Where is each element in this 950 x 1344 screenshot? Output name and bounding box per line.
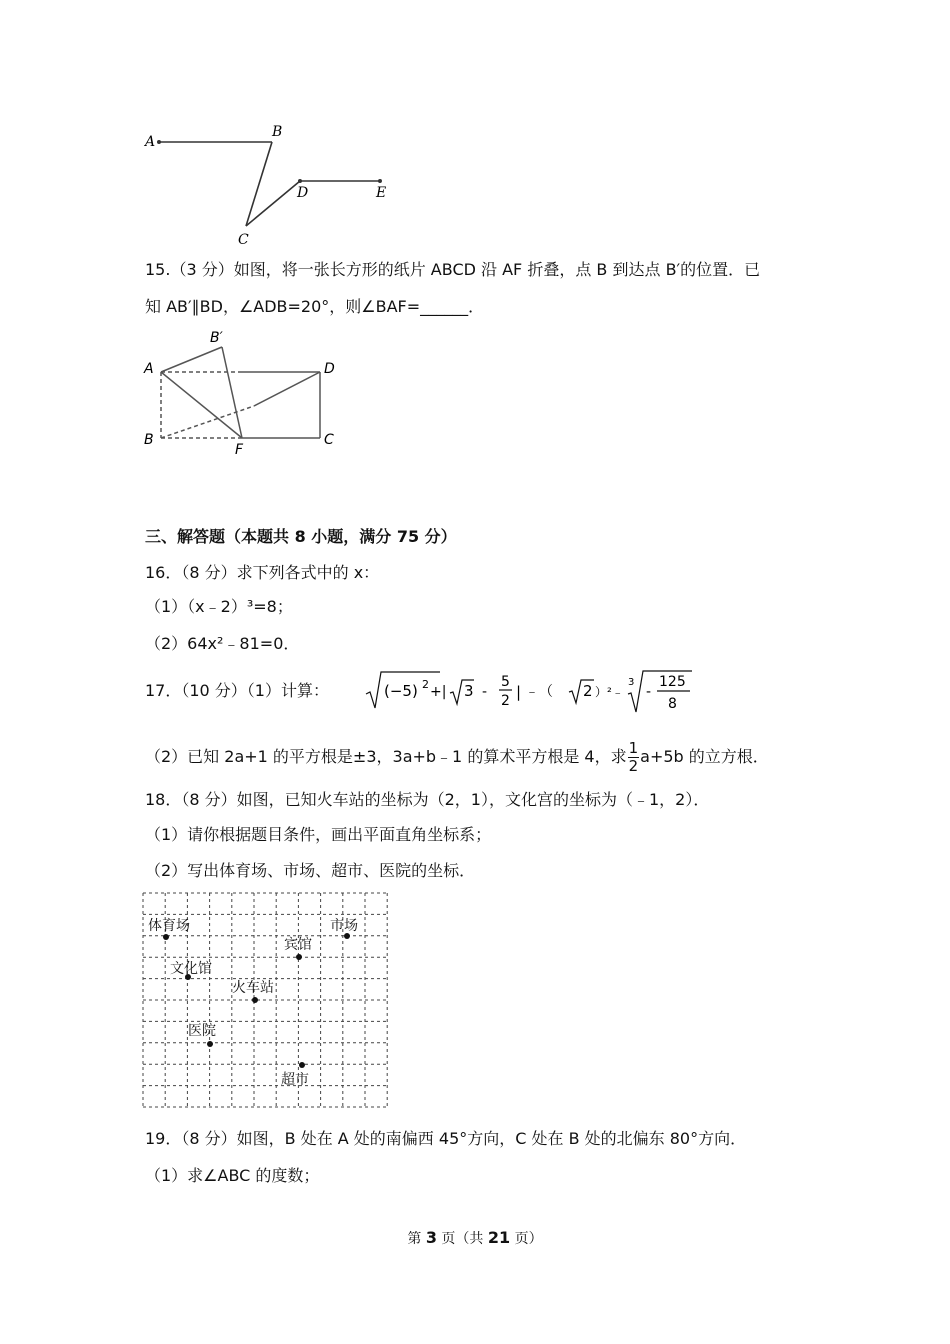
- minus-sign: -: [482, 684, 488, 700]
- q17-expression: [362, 666, 698, 716]
- station-point: [252, 997, 258, 1003]
- section-title: 三、解答题（本题共 8 小题，满分 75 分）: [145, 527, 457, 546]
- sqrt1-power: 2: [422, 678, 429, 691]
- sqrt2-radicand: 2: [583, 682, 593, 700]
- segment-bprime-d: [254, 372, 320, 406]
- cube-num: 125: [659, 674, 686, 690]
- label-d: D: [324, 361, 335, 377]
- station-label: 火车站: [232, 980, 274, 996]
- hotel-point: [296, 954, 302, 960]
- q16-part1: （1）（x﹣2）³=8；: [145, 597, 293, 616]
- page-total: 21: [487, 1228, 511, 1247]
- sqrt1-radicand: (−5): [384, 682, 418, 700]
- label-e: E: [376, 185, 387, 201]
- q17-part2-fraction: [628, 740, 640, 775]
- q18-stem: 18．（8 分）如图，已知火车站的坐标为（2，1），文化宫的坐标为（﹣1，2）．: [145, 790, 710, 809]
- q19-stem: 19．（8 分）如图，B 处在 A 处的南偏西 45°方向，C 处在 B 处的北偏东 80°方向．: [145, 1129, 747, 1148]
- q15-line2: 知 AB′∥BD，∠ADB=20°，则∠BAF=______．: [145, 297, 485, 316]
- q16-stem: 16．（8 分）求下列各式中的 x：: [145, 563, 380, 582]
- hospital-point: [207, 1041, 213, 1047]
- q17-part2-after: a+5b 的立方根．: [640, 747, 769, 766]
- frac-den: 2: [628, 757, 639, 775]
- q17-part2-before: （2）已知 2a+1 的平方根是±3，3a+b﹣1 的算术平方根是 4，求: [145, 747, 627, 766]
- stadium-point: [163, 934, 169, 940]
- q15-line1: 15.（3 分）如图，将一张长方形的纸片 ABCD 沿 AF 折叠，点 B 到达点 B′的位置．已: [145, 260, 761, 279]
- footer-mid: 页（共: [436, 1231, 488, 1247]
- label-b: B: [144, 432, 154, 448]
- label-a: A: [144, 361, 154, 377]
- market-label: 市场: [330, 918, 358, 934]
- abs-close: |: [516, 683, 522, 701]
- cube-index: 3: [628, 677, 635, 688]
- segment-a-bprime: [161, 347, 222, 372]
- label-a: A: [145, 134, 156, 150]
- map-grid: [140, 890, 396, 1112]
- footer-pre: 第: [407, 1231, 426, 1247]
- culture-label: 文化馆: [170, 961, 212, 977]
- hospital-label: 医院: [188, 1023, 216, 1039]
- segment-cd: [246, 181, 300, 226]
- supermarket-label: 超市: [281, 1072, 309, 1088]
- frac-den: 2: [501, 693, 510, 709]
- minus-paren: ﹣（: [525, 684, 553, 700]
- segment-bc: [246, 142, 272, 226]
- cube-neg: -: [646, 684, 652, 700]
- hotel-label: 宾馆: [284, 937, 312, 953]
- stadium-label: 体育场: [148, 918, 190, 934]
- q18-part2: （2）写出体育场、市场、超市、医院的坐标．: [145, 861, 476, 880]
- plus-abs: +|: [430, 684, 447, 700]
- label-c: C: [324, 432, 334, 448]
- supermarket-point: [299, 1062, 305, 1068]
- q18-part1: （1）请你根据题目条件，画出平面直角坐标系；: [145, 825, 492, 844]
- footer-post: 页）: [510, 1231, 543, 1247]
- frac-num: 1: [628, 739, 639, 757]
- q17-part2: [145, 740, 769, 775]
- figure-q14: [140, 118, 400, 248]
- q17-stem: 17．（10 分）（1）计算：: [145, 681, 329, 700]
- label-d: D: [297, 185, 309, 201]
- q19-part1: （1）求∠ABC 的度数；: [145, 1166, 320, 1185]
- label-bprime: B′: [210, 330, 223, 346]
- label-b: B: [272, 124, 283, 140]
- label-c: C: [238, 232, 249, 248]
- cube-den: 8: [668, 696, 677, 712]
- close-square: ）²﹣: [595, 685, 624, 699]
- figure-q15: [140, 328, 350, 460]
- frac-num: 5: [501, 674, 510, 690]
- page-footer: [0, 1228, 950, 1248]
- q16-part2: （2）64x²﹣81=0．: [145, 634, 300, 653]
- page-number: 3: [425, 1228, 437, 1247]
- sqrt3-radicand: 3: [464, 682, 474, 700]
- label-f: F: [235, 442, 244, 458]
